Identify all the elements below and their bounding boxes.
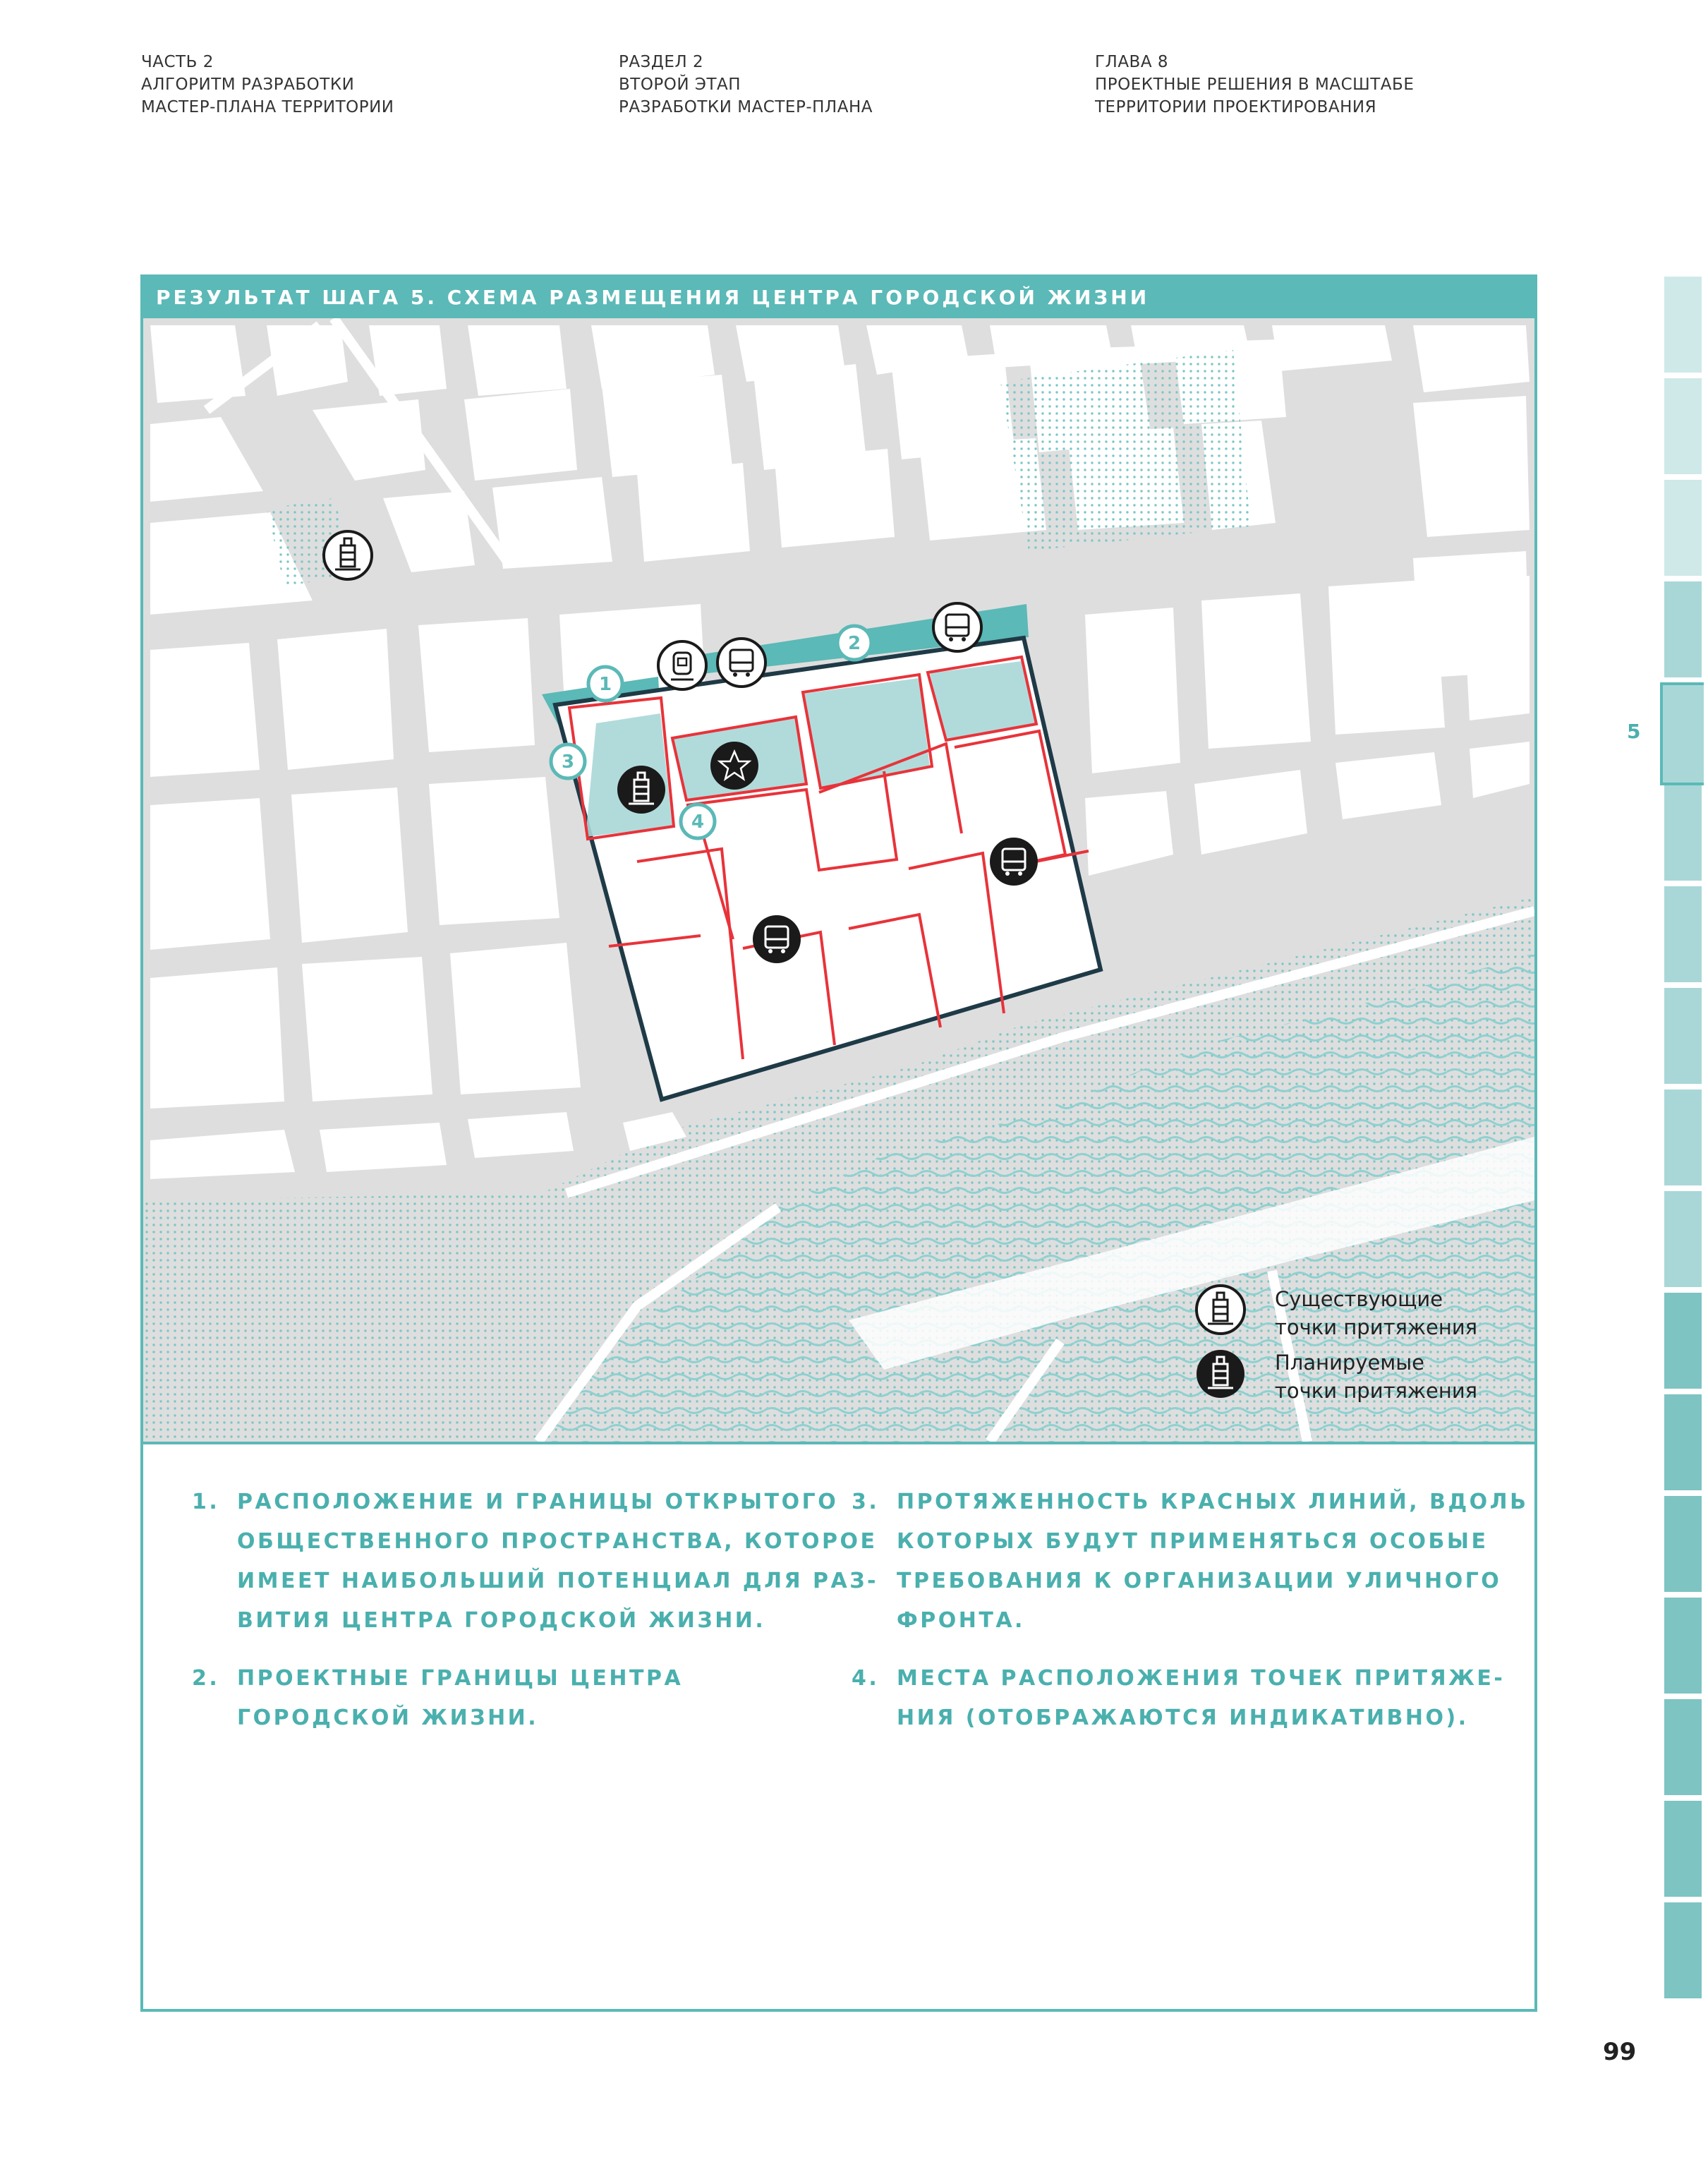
header-line: РАЗДЕЛ 2	[619, 53, 704, 71]
header-part	[141, 51, 394, 119]
chapter-tab[interactable]	[1664, 1902, 1702, 1998]
note-line: ПРОЕКТНЫЕ ГРАНИЦЫ ЦЕНТРА	[237, 1666, 684, 1691]
notes-right	[852, 1483, 1528, 1756]
chapter-tab[interactable]	[1664, 480, 1702, 576]
header-line: АЛГОРИТМ РАЗРАБОТКИ	[141, 76, 355, 94]
legend-line: Существующие	[1275, 1287, 1443, 1311]
note-line: ГОРОДСКОЙ ЖИЗНИ.	[237, 1706, 539, 1730]
chapter-tab[interactable]	[1664, 1293, 1702, 1389]
header-line: МАСТЕР-ПЛАНА ТЕРРИТОРИИ	[141, 98, 394, 116]
note-3	[852, 1483, 1528, 1641]
legend-existing-icon	[1197, 1286, 1244, 1334]
marker-3: 3	[561, 751, 575, 773]
note-line: КОТОРЫХ БУДУТ ПРИМЕНЯТЬСЯ ОСОБЫЕ	[897, 1529, 1489, 1554]
marker-1: 1	[598, 674, 612, 695]
note-line: ФРОНТА.	[897, 1608, 1025, 1633]
note-1	[192, 1483, 878, 1641]
chapter-tab[interactable]	[1664, 988, 1702, 1084]
marker-2: 2	[847, 633, 861, 654]
note-2	[192, 1659, 878, 1738]
map-divider	[143, 1442, 1534, 1444]
header-line: ГЛАВА 8	[1095, 53, 1169, 71]
chapter-tab[interactable]	[1664, 1394, 1702, 1490]
header-line: ЧАСТЬ 2	[141, 53, 214, 71]
legend-line: точки притяжения	[1275, 1315, 1478, 1339]
legend-line: точки притяжения	[1275, 1379, 1478, 1403]
chapter-tab[interactable]	[1664, 581, 1702, 677]
header-line: ВТОРОЙ ЭТАП	[619, 76, 741, 94]
marker-4: 4	[691, 811, 705, 833]
note-4	[852, 1659, 1528, 1738]
note-line: ОБЩЕСТВЕННОГО ПРОСТРАНСТВА, КОТОРОЕ	[237, 1529, 878, 1554]
note-line: ПРОТЯЖЕННОСТЬ КРАСНЫХ ЛИНИЙ, ВДОЛЬ	[897, 1490, 1529, 1514]
notes-left	[192, 1483, 878, 1756]
chapter-tab[interactable]	[1664, 785, 1702, 881]
chapter-tab[interactable]	[1664, 277, 1702, 373]
note-number: 4.	[852, 1666, 880, 1691]
note-number: 2.	[192, 1666, 220, 1691]
legend-existing-label	[1275, 1285, 1477, 1341]
header-section	[619, 51, 873, 119]
chapter-tab[interactable]	[1664, 1191, 1702, 1287]
active-tab-number: 5	[1627, 720, 1641, 743]
chapter-tab[interactable]	[1664, 1598, 1702, 1694]
chapter-tab[interactable]	[1664, 378, 1702, 474]
site-map-drawing	[143, 318, 1534, 1442]
chapter-tab[interactable]	[1664, 1801, 1702, 1897]
note-line: ВИТИЯ ЦЕНТРА ГОРОДСКОЙ ЖИЗНИ.	[237, 1608, 766, 1633]
note-line: МЕСТА РАСПОЛОЖЕНИЯ ТОЧЕК ПРИТЯЖЕ-	[897, 1666, 1506, 1691]
chapter-tab[interactable]	[1664, 1699, 1702, 1795]
note-line: ТРЕБОВАНИЯ К ОРГАНИЗАЦИИ УЛИЧНОГО	[897, 1569, 1502, 1593]
header-line: ПРОЕКТНЫЕ РЕШЕНИЯ В МАСШТАБЕ	[1095, 76, 1415, 94]
site-map[interactable]	[143, 318, 1534, 1442]
header-line: РАЗРАБОТКИ МАСТЕР-ПЛАНА	[619, 98, 873, 116]
legend-line: Планируемые	[1275, 1351, 1424, 1375]
chapter-tab[interactable]	[1664, 1089, 1702, 1185]
note-line: НИЯ (ОТОБРАЖАЮТСЯ ИНДИКАТИВНО).	[897, 1706, 1469, 1730]
legend-planned-label	[1275, 1348, 1477, 1405]
header-chapter	[1095, 51, 1414, 119]
chapter-tab[interactable]	[1664, 886, 1702, 982]
note-number: 3.	[852, 1490, 880, 1514]
note-line: РАСПОЛОЖЕНИЕ И ГРАНИЦЫ ОТКРЫТОГО	[237, 1490, 839, 1514]
note-line: ИМЕЕТ НАИБОЛЬШИЙ ПОТЕНЦИАЛ ДЛЯ РАЗ-	[237, 1569, 879, 1593]
note-number: 1.	[192, 1490, 220, 1514]
page-number: 99	[1603, 2038, 1637, 2066]
figure-title: РЕЗУЛЬТАТ ШАГА 5. СХЕМА РАЗМЕЩЕНИЯ ЦЕНТРА ГОРОДСКОЙ ЖИЗНИ	[143, 277, 1534, 318]
header-line: ТЕРРИТОРИИ ПРОЕКТИРОВАНИЯ	[1095, 98, 1377, 116]
active-chapter-tab[interactable]	[1660, 682, 1704, 785]
legend-planned-icon	[1197, 1350, 1244, 1398]
chapter-tab[interactable]	[1664, 1496, 1702, 1592]
